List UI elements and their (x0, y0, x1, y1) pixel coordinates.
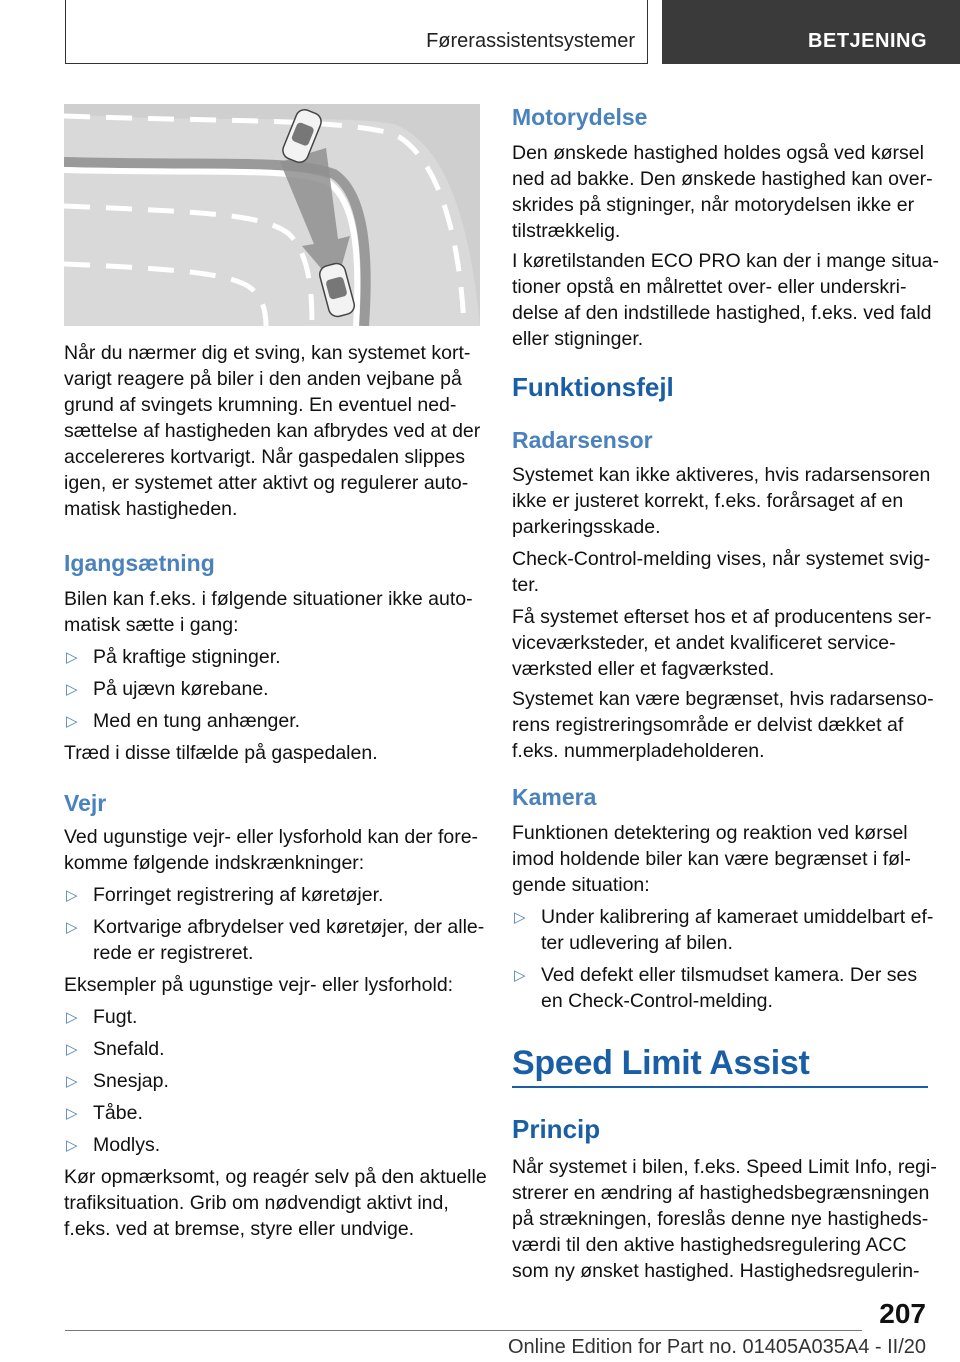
list-item: På kraftige stigninger. (93, 646, 281, 668)
intro-line: varigt reagere på biler i den anden vejbane på (64, 368, 462, 390)
service-text: viceværksteder, et andet kvalificeret service‐ (512, 632, 896, 654)
heading-motorydelse: Motorydelse (512, 104, 648, 130)
heading-radarsensor: Radarsensor (512, 427, 653, 453)
intro-line: grund af svingets krumning. En eventuel ned‐ (64, 394, 457, 416)
list-item: Under kalibrering af kameraet umiddelbart ef‐ (541, 906, 934, 928)
triangle-bullet-icon: ▷ (66, 1137, 78, 1154)
list-item: ter udlevering af bilen. (541, 932, 733, 954)
header-chapter-tab (662, 0, 960, 64)
page-number: 207 (879, 1298, 926, 1329)
kamera-text: gende situation: (512, 874, 650, 896)
list-item: en Check-Control-melding. (541, 990, 773, 1012)
kamera-text: Funktionen detektering og reaktion ved kørsel (512, 822, 908, 844)
section-rule (512, 1086, 928, 1088)
heading-kamera: Kamera (512, 784, 597, 810)
service-text: Få systemet efterset hos et af producentens ser‐ (512, 606, 932, 628)
princip-text: strerer en ændring af hastighedsbegrænsningen (512, 1182, 930, 1204)
check-text: Check-Control-melding vises, når systemet svig‐ (512, 548, 931, 570)
heading-funktionsfejl: Funktionsfejl (512, 372, 674, 402)
eco-text: eller stigninger. (512, 328, 644, 350)
triangle-bullet-icon: ▷ (66, 887, 78, 904)
princip-text: Når systemet i bilen, f.eks. Speed Limit Info, regi‐ (512, 1156, 937, 1178)
service-text: værksted eller et fagværksted. (512, 658, 775, 680)
triangle-bullet-icon: ▷ (66, 1073, 78, 1090)
list-item: Ved defekt eller tilsmudset kamera. Der ses (541, 964, 918, 986)
radar-text: parkeringsskade. (512, 516, 661, 538)
triangle-bullet-icon: ▷ (514, 909, 526, 926)
list-item: Tåbe. (93, 1102, 143, 1124)
limit-text: Systemet kan være begrænset, hvis radarsenso‐ (512, 688, 934, 710)
header-chapter-label: BETJENING (808, 30, 927, 52)
curve-road-graphic (64, 104, 480, 326)
igang-after: Træd i disse tilfælde på gaspedalen. (64, 742, 378, 764)
curve-illustration (64, 104, 480, 326)
motor-text: Den ønskede hastighed holdes også ved kørsel (512, 142, 924, 164)
intro-line: Når du nærmer dig et sving, kan systemet kort‐ (64, 342, 471, 364)
triangle-bullet-icon: ▷ (66, 1105, 78, 1122)
header-section-title: Førerassistentsystemer (426, 30, 635, 52)
list-item: rede er registreret. (93, 942, 254, 964)
list-item: Fugt. (93, 1006, 138, 1028)
closing-text: Kør opmærksomt, og reagér selv på den aktuelle (64, 1166, 487, 1188)
list-item: Med en tung anhænger. (93, 710, 301, 732)
motor-text: skrides på stigninger, når motorydelsen ikke er (512, 194, 915, 216)
princip-text: som ny ønsket hastighed. Hastighedsregulerin‐ (512, 1260, 920, 1282)
radar-text: ikke er justeret korrekt, f.eks. forårsaget af en (512, 490, 904, 512)
princip-text: værdi til den aktive hastighedsregulering ACC (512, 1234, 907, 1256)
list-item: På ujævn kørebane. (93, 678, 269, 700)
intro-line: matisk hastigheden. (64, 498, 238, 520)
list-item: Kortvarige afbrydelser ved køretøjer, der alle‐ (93, 916, 485, 938)
heading-vejr: Vejr (64, 790, 107, 816)
heading-speed-limit-assist: Speed Limit Assist (512, 1044, 810, 1082)
vejr-text: Ved ugunstige vejr- eller lysforhold kan der fore‐ (64, 826, 479, 848)
igang-text: matisk sætte i gang: (64, 614, 239, 636)
intro-line: sættelse af hastigheden kan afbrydes ved at der (64, 420, 481, 442)
heading-princip: Princip (512, 1114, 601, 1144)
footer-rule (65, 1330, 862, 1331)
list-item: Snesjap. (93, 1070, 169, 1092)
vejr-text: komme følgende indskrænkninger: (64, 852, 365, 874)
examples-label: Eksempler på ugunstige vejr- eller lysforhold: (64, 974, 454, 996)
triangle-bullet-icon: ▷ (66, 681, 78, 698)
limit-text: rens registreringsområde er delvist dækket af (512, 714, 904, 736)
footer-edition: Online Edition for Part no. 01405A035A4 - II/20 (507, 1336, 926, 1358)
princip-text: på strækningen, foreslås denne nye hastigheds‐ (512, 1208, 929, 1230)
closing-text: trafiksituation. Grib om nødvendigt aktivt ind, (64, 1192, 449, 1214)
list-item: Forringet registrering af køretøjer. (93, 884, 384, 906)
limit-text: f.eks. nummerpladeholderen. (512, 740, 765, 762)
header-section-box (65, 0, 648, 64)
motor-text: ned ad bakke. Den ønskede hastighed kan over‐ (512, 168, 933, 190)
motor-text: tilstrækkelig. (512, 220, 621, 242)
heading-igangsaetning: Igangsætning (64, 550, 215, 576)
intro-line: igen, er systemet atter aktivt og regulerer auto‐ (64, 472, 469, 494)
kamera-text: imod holdende biler kan være begrænset i føl‐ (512, 848, 911, 870)
eco-text: delse af den indstillede hastighed, f.eks. ved fald (512, 302, 932, 324)
triangle-bullet-icon: ▷ (514, 967, 526, 984)
triangle-bullet-icon: ▷ (66, 1009, 78, 1026)
intro-line: accelereres kortvarigt. Når gaspedalen slippes (64, 446, 466, 468)
eco-text: I køretilstanden ECO PRO kan der i mange situa‐ (512, 250, 940, 272)
triangle-bullet-icon: ▷ (66, 919, 78, 936)
check-text: ter. (512, 574, 540, 596)
radar-text: Systemet kan ikke aktiveres, hvis radarsensoren (512, 464, 931, 486)
closing-text: f.eks. ved at bremse, styre eller undvige. (64, 1218, 415, 1240)
triangle-bullet-icon: ▷ (66, 1041, 78, 1058)
triangle-bullet-icon: ▷ (66, 649, 78, 666)
list-item: Snefald. (93, 1038, 165, 1060)
triangle-bullet-icon: ▷ (66, 713, 78, 730)
igang-text: Bilen kan f.eks. i følgende situationer ikke auto‐ (64, 588, 473, 610)
eco-text: tioner opstå en målrettet over- eller underskri‐ (512, 276, 907, 298)
list-item: Modlys. (93, 1134, 161, 1156)
